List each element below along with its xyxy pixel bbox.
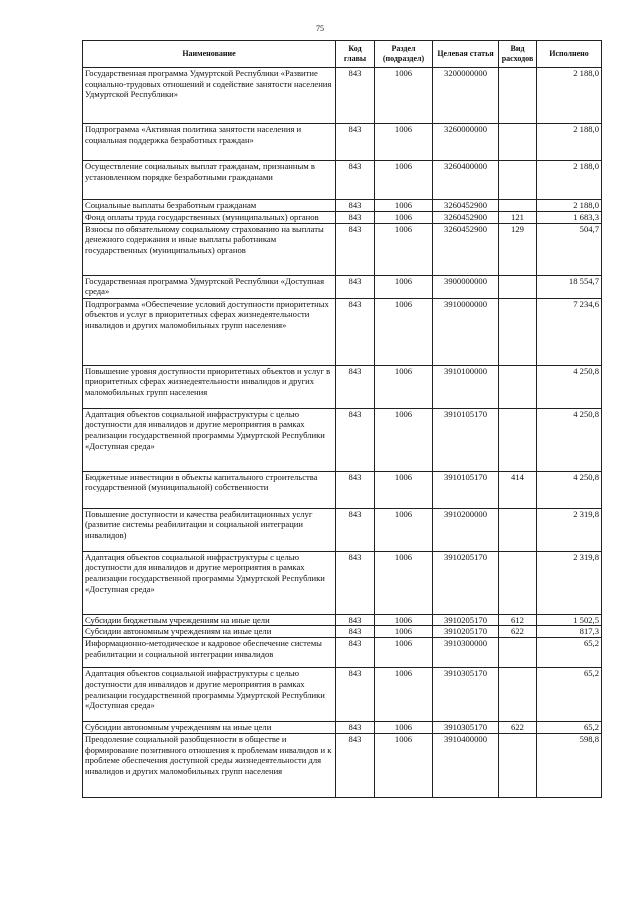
cell-name: Адаптация объектов социальной инфраструктуры с целью доступности для инвалидов и другие мероприятия в рамках реализации государственной программы Удмуртской Республики «Доступная среда» (83, 668, 336, 722)
cell-expense-type (499, 161, 537, 200)
cell-target: 3910305170 (433, 668, 499, 722)
cell-chapter: 843 (336, 638, 375, 668)
cell-section: 1006 (375, 298, 433, 365)
cell-name: Социальные выплаты безработным гражданам (83, 200, 336, 212)
cell-section: 1006 (375, 408, 433, 471)
cell-section: 1006 (375, 200, 433, 212)
header-target: Целевая статья (433, 41, 499, 68)
cell-section: 1006 (375, 733, 433, 797)
cell-target: 3910305170 (433, 722, 499, 734)
cell-name: Государственная программа Удмуртской Республики «Доступная среда» (83, 275, 336, 298)
table-row (83, 298, 602, 365)
cell-section: 1006 (375, 638, 433, 668)
cell-name: Субсидии автономным учреждениям на иные цели (83, 626, 336, 638)
cell-executed: 4 250,8 (537, 471, 602, 508)
cell-chapter: 843 (336, 722, 375, 734)
cell-name: Повышение уровня доступности приоритетных объектов и услуг в приоритетных сферах жизнедеятельности инвалидов и других маломобильных групп населения (83, 365, 336, 408)
cell-expense-type (499, 298, 537, 365)
cell-executed: 598,8 (537, 733, 602, 797)
table-row (83, 638, 602, 668)
cell-expense-type (499, 68, 537, 124)
header-chapter: Код главы (336, 41, 375, 68)
cell-target: 3910205170 (433, 551, 499, 614)
budget-table (82, 40, 602, 798)
cell-name: Осуществление социальных выплат гражданам, признанным в установленном порядке безработными гражданами (83, 161, 336, 200)
cell-expense-type (499, 124, 537, 161)
cell-target: 3260452900 (433, 223, 499, 275)
cell-chapter: 843 (336, 298, 375, 365)
cell-name: Подпрограмма «Активная политика занятости населения и социальная поддержка безработных граждан» (83, 124, 336, 161)
cell-chapter: 843 (336, 275, 375, 298)
cell-target: 3900000000 (433, 275, 499, 298)
cell-section: 1006 (375, 161, 433, 200)
header-name: Наименование (83, 41, 336, 68)
cell-chapter: 843 (336, 211, 375, 223)
cell-section: 1006 (375, 275, 433, 298)
cell-expense-type (499, 668, 537, 722)
cell-expense-type (499, 551, 537, 614)
cell-section: 1006 (375, 365, 433, 408)
cell-name: Взносы по обязательному социальному страхованию на выплаты денежного содержания и иные выплаты работникам государственных (муниципальных) органов (83, 223, 336, 275)
table-row (83, 722, 602, 734)
cell-executed: 2 188,0 (537, 124, 602, 161)
header-executed: Исполнено (537, 41, 602, 68)
cell-expense-type: 414 (499, 471, 537, 508)
cell-target: 3910205170 (433, 614, 499, 626)
header-section: Раздел (подраздел) (375, 41, 433, 68)
cell-chapter: 843 (336, 668, 375, 722)
cell-chapter: 843 (336, 408, 375, 471)
cell-executed: 817,3 (537, 626, 602, 638)
cell-section: 1006 (375, 614, 433, 626)
cell-section: 1006 (375, 551, 433, 614)
cell-expense-type: 622 (499, 722, 537, 734)
cell-chapter: 843 (336, 68, 375, 124)
cell-name: Бюджетные инвестиции в объекты капитального строительства государственной (муниципальной) собственности (83, 471, 336, 508)
cell-executed: 504,7 (537, 223, 602, 275)
cell-expense-type: 612 (499, 614, 537, 626)
cell-expense-type: 121 (499, 211, 537, 223)
cell-section: 1006 (375, 211, 433, 223)
table-row (83, 471, 602, 508)
cell-name: Информационно-методическое и кадровое обеспечение системы реабилитации и социальной интеграции инвалидов (83, 638, 336, 668)
table-row (83, 614, 602, 626)
cell-chapter: 843 (336, 161, 375, 200)
cell-chapter: 843 (336, 614, 375, 626)
cell-section: 1006 (375, 223, 433, 275)
table-row (83, 200, 602, 212)
cell-target: 3910105170 (433, 471, 499, 508)
table-row (83, 161, 602, 200)
cell-chapter: 843 (336, 551, 375, 614)
cell-name: Преодоление социальной разобщенности в обществе и формирование позитивного отношения к проблемам инвалидов и к проблеме обеспечения доступной среды жизнедеятельности для инвалидов и других маломобильных групп населения (83, 733, 336, 797)
cell-chapter: 843 (336, 626, 375, 638)
cell-name: Повышение доступности и качества реабилитационных услуг (развитие системы реабилитации и социальной интеграции инвалидов) (83, 508, 336, 551)
cell-section: 1006 (375, 668, 433, 722)
cell-executed: 7 234,6 (537, 298, 602, 365)
cell-name: Адаптация объектов социальной инфраструктуры с целью доступности для инвалидов и другие мероприятия в рамках реализации государственной программы Удмуртской Республики «Доступная среда» (83, 551, 336, 614)
cell-target: 3910400000 (433, 733, 499, 797)
cell-section: 1006 (375, 124, 433, 161)
cell-chapter: 843 (336, 733, 375, 797)
cell-target: 3260452900 (433, 211, 499, 223)
cell-target: 3260400000 (433, 161, 499, 200)
cell-chapter: 843 (336, 365, 375, 408)
cell-name: Адаптация объектов социальной инфраструктуры с целью доступности для инвалидов и другие мероприятия в рамках реализации государственной программы Удмуртской Республики «Доступная среда» (83, 408, 336, 471)
cell-section: 1006 (375, 68, 433, 124)
cell-target: 3260452900 (433, 200, 499, 212)
page-number: 75 (316, 24, 324, 33)
cell-target: 3910205170 (433, 626, 499, 638)
cell-executed: 1 502,5 (537, 614, 602, 626)
cell-expense-type (499, 508, 537, 551)
cell-executed: 4 250,8 (537, 408, 602, 471)
cell-executed: 65,2 (537, 722, 602, 734)
cell-name: Фонд оплаты труда государственных (муниципальных) органов (83, 211, 336, 223)
cell-chapter: 843 (336, 200, 375, 212)
table-row (83, 626, 602, 638)
table-row (83, 668, 602, 722)
cell-name: Государственная программа Удмуртской Республики «Развитие социально-трудовых отношений и содействие занятости населения Удмуртской Республики» (83, 68, 336, 124)
table-row (83, 275, 602, 298)
table-row (83, 68, 602, 124)
cell-target: 3200000000 (433, 68, 499, 124)
cell-target: 3910000000 (433, 298, 499, 365)
cell-target: 3910300000 (433, 638, 499, 668)
cell-target: 3910100000 (433, 365, 499, 408)
header-expense-type: Вид расходов (499, 41, 537, 68)
cell-executed: 18 554,7 (537, 275, 602, 298)
cell-section: 1006 (375, 508, 433, 551)
cell-expense-type (499, 365, 537, 408)
table-row (83, 733, 602, 797)
cell-executed: 65,2 (537, 668, 602, 722)
cell-expense-type: 129 (499, 223, 537, 275)
cell-name: Субсидии автономным учреждениям на иные цели (83, 722, 336, 734)
cell-target: 3910105170 (433, 408, 499, 471)
cell-section: 1006 (375, 471, 433, 508)
cell-expense-type (499, 200, 537, 212)
cell-expense-type (499, 275, 537, 298)
table-row (83, 365, 602, 408)
cell-section: 1006 (375, 722, 433, 734)
cell-chapter: 843 (336, 223, 375, 275)
cell-executed: 1 683,3 (537, 211, 602, 223)
cell-section: 1006 (375, 626, 433, 638)
cell-expense-type: 622 (499, 626, 537, 638)
cell-chapter: 843 (336, 508, 375, 551)
table-row (83, 211, 602, 223)
table-row (83, 508, 602, 551)
cell-executed: 2 319,8 (537, 508, 602, 551)
cell-executed: 2 319,8 (537, 551, 602, 614)
table-header-row (83, 41, 602, 68)
cell-expense-type (499, 638, 537, 668)
cell-executed: 65,2 (537, 638, 602, 668)
cell-expense-type (499, 408, 537, 471)
cell-target: 3260000000 (433, 124, 499, 161)
cell-chapter: 843 (336, 471, 375, 508)
cell-executed: 2 188,0 (537, 161, 602, 200)
cell-chapter: 843 (336, 124, 375, 161)
cell-name: Подпрограмма «Обеспечение условий доступности приоритетных объектов и услуг в приоритетных сферах жизнедеятельности инвалидов и других маломобильных групп населения» (83, 298, 336, 365)
cell-expense-type (499, 733, 537, 797)
table-body (83, 68, 602, 798)
cell-executed: 2 188,0 (537, 68, 602, 124)
table-row (83, 223, 602, 275)
table-row (83, 124, 602, 161)
table-row (83, 551, 602, 614)
cell-name: Субсидии бюджетным учреждениям на иные цели (83, 614, 336, 626)
cell-target: 3910200000 (433, 508, 499, 551)
cell-executed: 2 188,0 (537, 200, 602, 212)
cell-executed: 4 250,8 (537, 365, 602, 408)
table-row (83, 408, 602, 471)
